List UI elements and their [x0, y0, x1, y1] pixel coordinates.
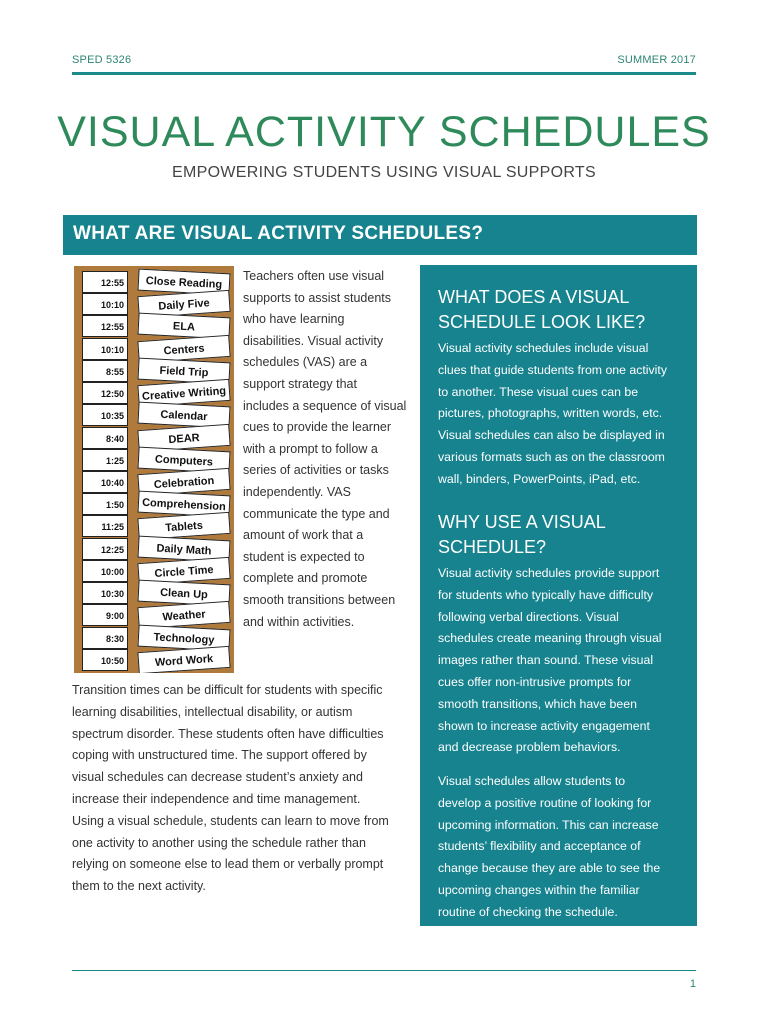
sidebar-line: change because they are able to see the	[438, 861, 661, 876]
transition-paragraph	[72, 680, 420, 898]
schedule-time: 12:50	[82, 382, 128, 404]
intro-line: who have learning	[243, 312, 345, 327]
sidebar-line: develop a positive routine of looking for	[438, 795, 652, 810]
sidebar-line: upcoming changes within the familiar	[438, 882, 640, 897]
body-line: Using a visual schedule, students can learn to move from	[72, 813, 389, 828]
sidebar-heading-line: WHY USE A VISUAL	[438, 512, 606, 532]
intro-line: Teachers often use visual	[243, 269, 385, 283]
schedule-time: 10:40	[82, 471, 128, 493]
schedule-activity-card: Field Trip	[137, 357, 230, 384]
sidebar-line: Visual schedules allow students to	[438, 774, 626, 788]
schedule-strip	[82, 514, 230, 538]
sidebar-heading-line: SCHEDULE LOOK LIKE?	[438, 312, 646, 332]
schedule-activity-card: Word Work	[137, 646, 230, 673]
schedule-activity-card: Centers	[137, 334, 230, 362]
intro-line: schedules (VAS) are a	[243, 355, 368, 370]
schedule-time: 12:55	[82, 315, 128, 337]
schedule-time: 10:50	[82, 649, 128, 671]
sidebar-line: to another. These visual cues can be	[438, 384, 639, 399]
intro-line: and within activities.	[243, 614, 355, 629]
schedule-activity-card: Celebration	[137, 468, 230, 496]
schedule-activity-card: Weather	[137, 601, 230, 629]
schedule-activity-card: Comprehension	[137, 491, 230, 518]
schedule-activity-card: Calendar	[137, 402, 230, 429]
intro-paragraph	[243, 266, 418, 633]
sidebar-paragraph-routine	[438, 771, 697, 924]
sidebar-heading-look	[438, 285, 693, 335]
intro-line: includes a sequence of visual	[243, 398, 407, 413]
sidebar-paragraph-look	[438, 338, 697, 491]
schedule-time: 1:50	[82, 493, 128, 515]
course-code: SPED 5326	[72, 54, 132, 66]
schedule-time: 10:10	[82, 338, 128, 360]
schedule-strip	[82, 448, 230, 472]
body-line: spectrum disorder. These students often have difficulties	[72, 726, 384, 741]
page-number: 1	[689, 978, 696, 990]
sidebar-line: Visual schedules can also be displayed in	[438, 428, 665, 443]
intro-line: independently. VAS	[243, 484, 351, 499]
schedule-activity-card: Close Reading	[137, 269, 230, 296]
newsletter-subtitle: EMPOWERING STUDENTS USING VISUAL SUPPORTS	[172, 164, 596, 181]
schedule-activity-card: Daily Math	[137, 535, 230, 562]
schedule-strip	[82, 648, 230, 672]
schedule-strip	[82, 559, 230, 583]
intro-line: smooth transitions between	[243, 592, 396, 607]
sidebar-line: images rather than sound. These visual	[438, 653, 654, 668]
intro-line: with a prompt to follow a	[243, 441, 378, 456]
schedule-time: 9:00	[82, 604, 128, 626]
schedule-time: 10:30	[82, 582, 128, 604]
intro-line: student is expected to	[243, 549, 365, 564]
intro-line: communicate the type and	[243, 506, 390, 521]
sidebar-line: Visual activity schedules include visual	[438, 341, 649, 355]
schedule-strip	[82, 337, 230, 361]
schedule-time: 10:00	[82, 560, 128, 582]
sidebar-line: smooth transitions, which have been	[438, 696, 637, 711]
sidebar-line: upcoming information. This can increase	[438, 817, 659, 832]
body-line: relying on someone else to lead them or verbally prompt	[72, 857, 384, 872]
schedule-activity-card: Creative Writing	[137, 379, 230, 407]
body-line: Transition times can be difficult for students with specific	[72, 683, 383, 697]
schedule-time: 8:30	[82, 627, 128, 649]
sidebar-paragraph-why	[438, 563, 697, 759]
body-line: visual schedules can decrease student’s anxiety and	[72, 770, 363, 785]
sidebar-line: clues that guide students from one activity	[438, 362, 667, 377]
header-rule	[72, 72, 696, 75]
term-label: SUMMER 2017	[617, 54, 696, 66]
sidebar-line: following verbal directions. Visual	[438, 609, 619, 624]
sidebar-line: schedules create meaning through visual	[438, 631, 662, 646]
sidebar-heading-line: SCHEDULE?	[438, 537, 547, 557]
body-line: increase their independence and time management.	[72, 791, 361, 806]
newsletter-title: VISUAL ACTIVITY SCHEDULES	[57, 108, 711, 156]
schedule-strip	[82, 626, 230, 650]
schedule-strip	[82, 314, 230, 338]
intro-line: disabilities. Visual activity	[243, 333, 384, 348]
footer-rule	[72, 970, 696, 971]
schedule-strip	[82, 470, 230, 494]
sidebar-heading-line: WHAT DOES A VISUAL	[438, 287, 630, 307]
sidebar-line: shown to increase activity engagement	[438, 718, 650, 733]
sidebar-heading-why	[438, 510, 693, 560]
schedule-time: 8:55	[82, 360, 128, 382]
intro-line: complete and promote	[243, 571, 368, 586]
schedule-activity-card: DEAR	[137, 423, 230, 451]
schedule-activity-card: Daily Five	[137, 290, 230, 318]
schedule-time: 8:40	[82, 427, 128, 449]
sidebar-line: students’ flexibility and acceptance of	[438, 839, 641, 854]
intro-line: support strategy that	[243, 376, 357, 391]
intro-line: amount of work that a	[243, 528, 364, 543]
intro-line: supports to assist students	[243, 290, 391, 305]
schedule-time: 10:10	[82, 293, 128, 315]
body-line: learning disabilities, intellectual disability, or autism	[72, 704, 353, 719]
sidebar-line: pictures, photographs, written words, etc.	[438, 406, 663, 421]
schedule-activity-card: Circle Time	[137, 557, 230, 585]
intro-line: series of activities or tasks	[243, 463, 389, 478]
sidebar-line: wall, binders, PowerPoints, iPad, etc.	[438, 471, 641, 486]
schedule-activity-card: Computers	[137, 446, 230, 473]
sidebar-panel	[420, 265, 697, 926]
schedule-activity-card: Clean Up	[137, 580, 230, 607]
schedule-strip	[82, 426, 230, 450]
schedule-photo	[74, 266, 234, 673]
body-line: coping with unstructured time. The support offered by	[72, 748, 367, 763]
schedule-activity-card: Tablets	[137, 512, 230, 540]
schedule-time: 11:25	[82, 515, 128, 537]
body-line: them to the next activity.	[72, 879, 206, 894]
sidebar-line: for students who typically have difficulty	[438, 587, 654, 602]
schedule-time: 12:55	[82, 271, 128, 293]
schedule-activity-card: ELA	[137, 313, 230, 340]
schedule-strip	[82, 403, 230, 427]
intro-line: cues to provide the learner	[243, 420, 392, 435]
sidebar-line: various formats such as on the classroom	[438, 449, 665, 464]
schedule-time: 1:25	[82, 449, 128, 471]
schedule-strip	[82, 381, 230, 405]
sidebar-line: Visual activity schedules provide support	[438, 566, 660, 580]
section-banner	[63, 215, 697, 255]
schedule-time: 12:25	[82, 538, 128, 560]
sidebar-line: cues offer non-intrusive prompts for	[438, 674, 632, 689]
sidebar-line: routine of checking the schedule.	[438, 904, 618, 919]
schedule-strip	[82, 603, 230, 627]
sidebar-line: and decrease problem behaviors.	[438, 740, 621, 755]
section-banner-text: WHAT ARE VISUAL ACTIVITY SCHEDULES?	[73, 223, 484, 244]
schedule-time: 10:35	[82, 404, 128, 426]
body-line: one activity to another using the schedule rather than	[72, 835, 366, 850]
schedule-strip	[82, 537, 230, 561]
schedule-activity-card: Technology	[137, 624, 230, 651]
